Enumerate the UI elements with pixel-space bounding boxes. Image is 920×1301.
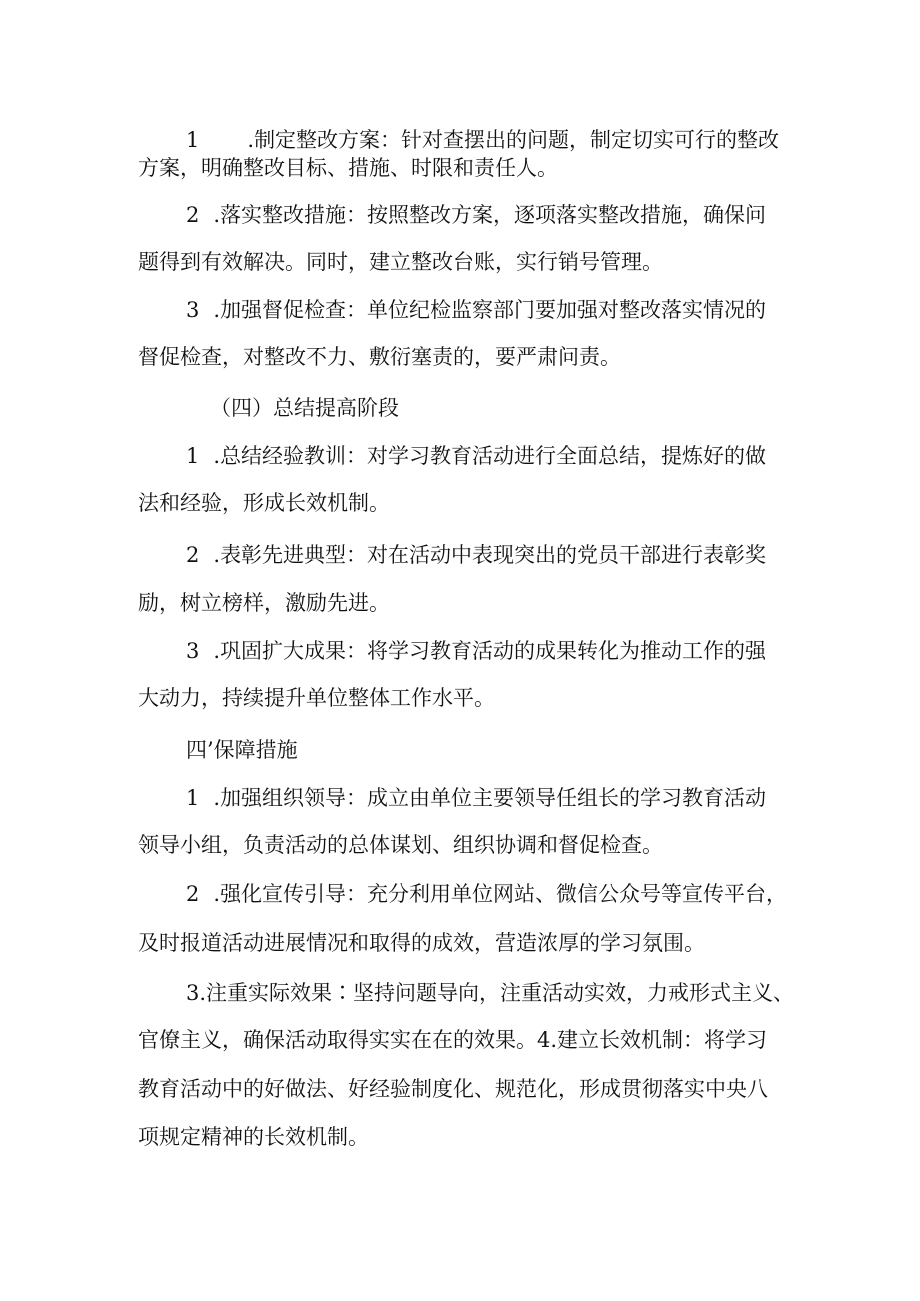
paragraph-line: 大动力，持续提升单位整体工作水平。 <box>138 686 495 710</box>
item-text: 巩固扩大成果：将学习教育活动的成果转化为推动工作的强 <box>220 639 767 663</box>
paragraph-line: 3.注重实际效果∶坚持问题导向，注重活动实效，力戒形式主义、 <box>186 981 795 1005</box>
paragraph-line <box>186 126 779 154</box>
item-separator: . <box>213 298 221 322</box>
item-number: 2 <box>186 882 200 906</box>
paragraph-line <box>186 637 766 665</box>
item-number: 3 <box>186 639 200 663</box>
item-text: 总结经验教训：对学习教育活动进行全面总结，提炼好的做 <box>220 444 767 468</box>
paragraph-line <box>186 784 766 812</box>
section-heading: （四）总结提高阶段 <box>210 396 399 420</box>
item-number: 1 <box>186 444 200 468</box>
paragraph-line <box>186 296 766 324</box>
paragraph-line: 法和经验，形成长效机制。 <box>138 491 390 515</box>
paragraph-line: 督促检查，对整改不力、敷衍塞责的，要严肃问责。 <box>138 345 621 369</box>
item-number: 2 <box>186 543 200 567</box>
item-text: 加强组织领导：成立由单位主要领导任组长的学习教育活动 <box>220 786 767 810</box>
paragraph-line: 领导小组，负责活动的总体谋划、组织协调和督促检查。 <box>138 833 663 857</box>
item-number: 2 <box>186 203 200 227</box>
item-separator: . <box>213 203 221 227</box>
paragraph-line: 题得到有效解决。同时，建立整改台账，实行销号管理。 <box>138 250 663 274</box>
item-number: 3 <box>186 298 200 322</box>
item-number: 1 <box>186 786 200 810</box>
part-heading: 四’保障措施 <box>186 738 298 762</box>
item-separator: . <box>247 128 255 152</box>
item-separator: . <box>213 786 221 810</box>
item-text: 加强督促检查：单位纪检监察部门要加强对整改落实情况的 <box>220 298 767 322</box>
paragraph-line <box>186 442 766 470</box>
paragraph-line: 教育活动中的好做法、好经验制度化、规范化，形成贯彻落实中央八 <box>138 1077 768 1101</box>
paragraph-line: 项规定精神的长效机制。 <box>138 1125 369 1149</box>
item-separator: . <box>213 639 221 663</box>
paragraph-line: 励，树立榜样，激励先进。 <box>138 591 390 615</box>
item-separator: . <box>213 882 221 906</box>
paragraph-line <box>186 880 787 908</box>
paragraph-line: 方案，明确整改目标、措施、时限和责任人。 <box>138 156 558 180</box>
paragraph-line: 官僚主义，确保活动取得实实在在的效果。4.建立长效机制：将学习 <box>138 1028 768 1052</box>
paragraph-line <box>186 541 766 569</box>
item-text: 强化宣传引导：充分利用单位网站、微信公众号等宣传平台， <box>220 882 788 906</box>
item-text: 制定整改方案：针对查摆出的问题，制定切实可行的整改 <box>254 128 780 152</box>
item-separator: . <box>213 444 221 468</box>
paragraph-line: 及时报道活动进展情况和取得的成效，营造浓厚的学习氛围。 <box>138 931 705 955</box>
item-separator: . <box>213 543 221 567</box>
paragraph-line <box>186 201 766 229</box>
item-text: 落实整改措施：按照整改方案，逐项落实整改措施，确保问 <box>220 203 767 227</box>
item-number: 1 <box>186 128 200 152</box>
item-text: 表彰先进典型：对在活动中表现突出的党员干部进行表彰奖 <box>220 543 767 567</box>
